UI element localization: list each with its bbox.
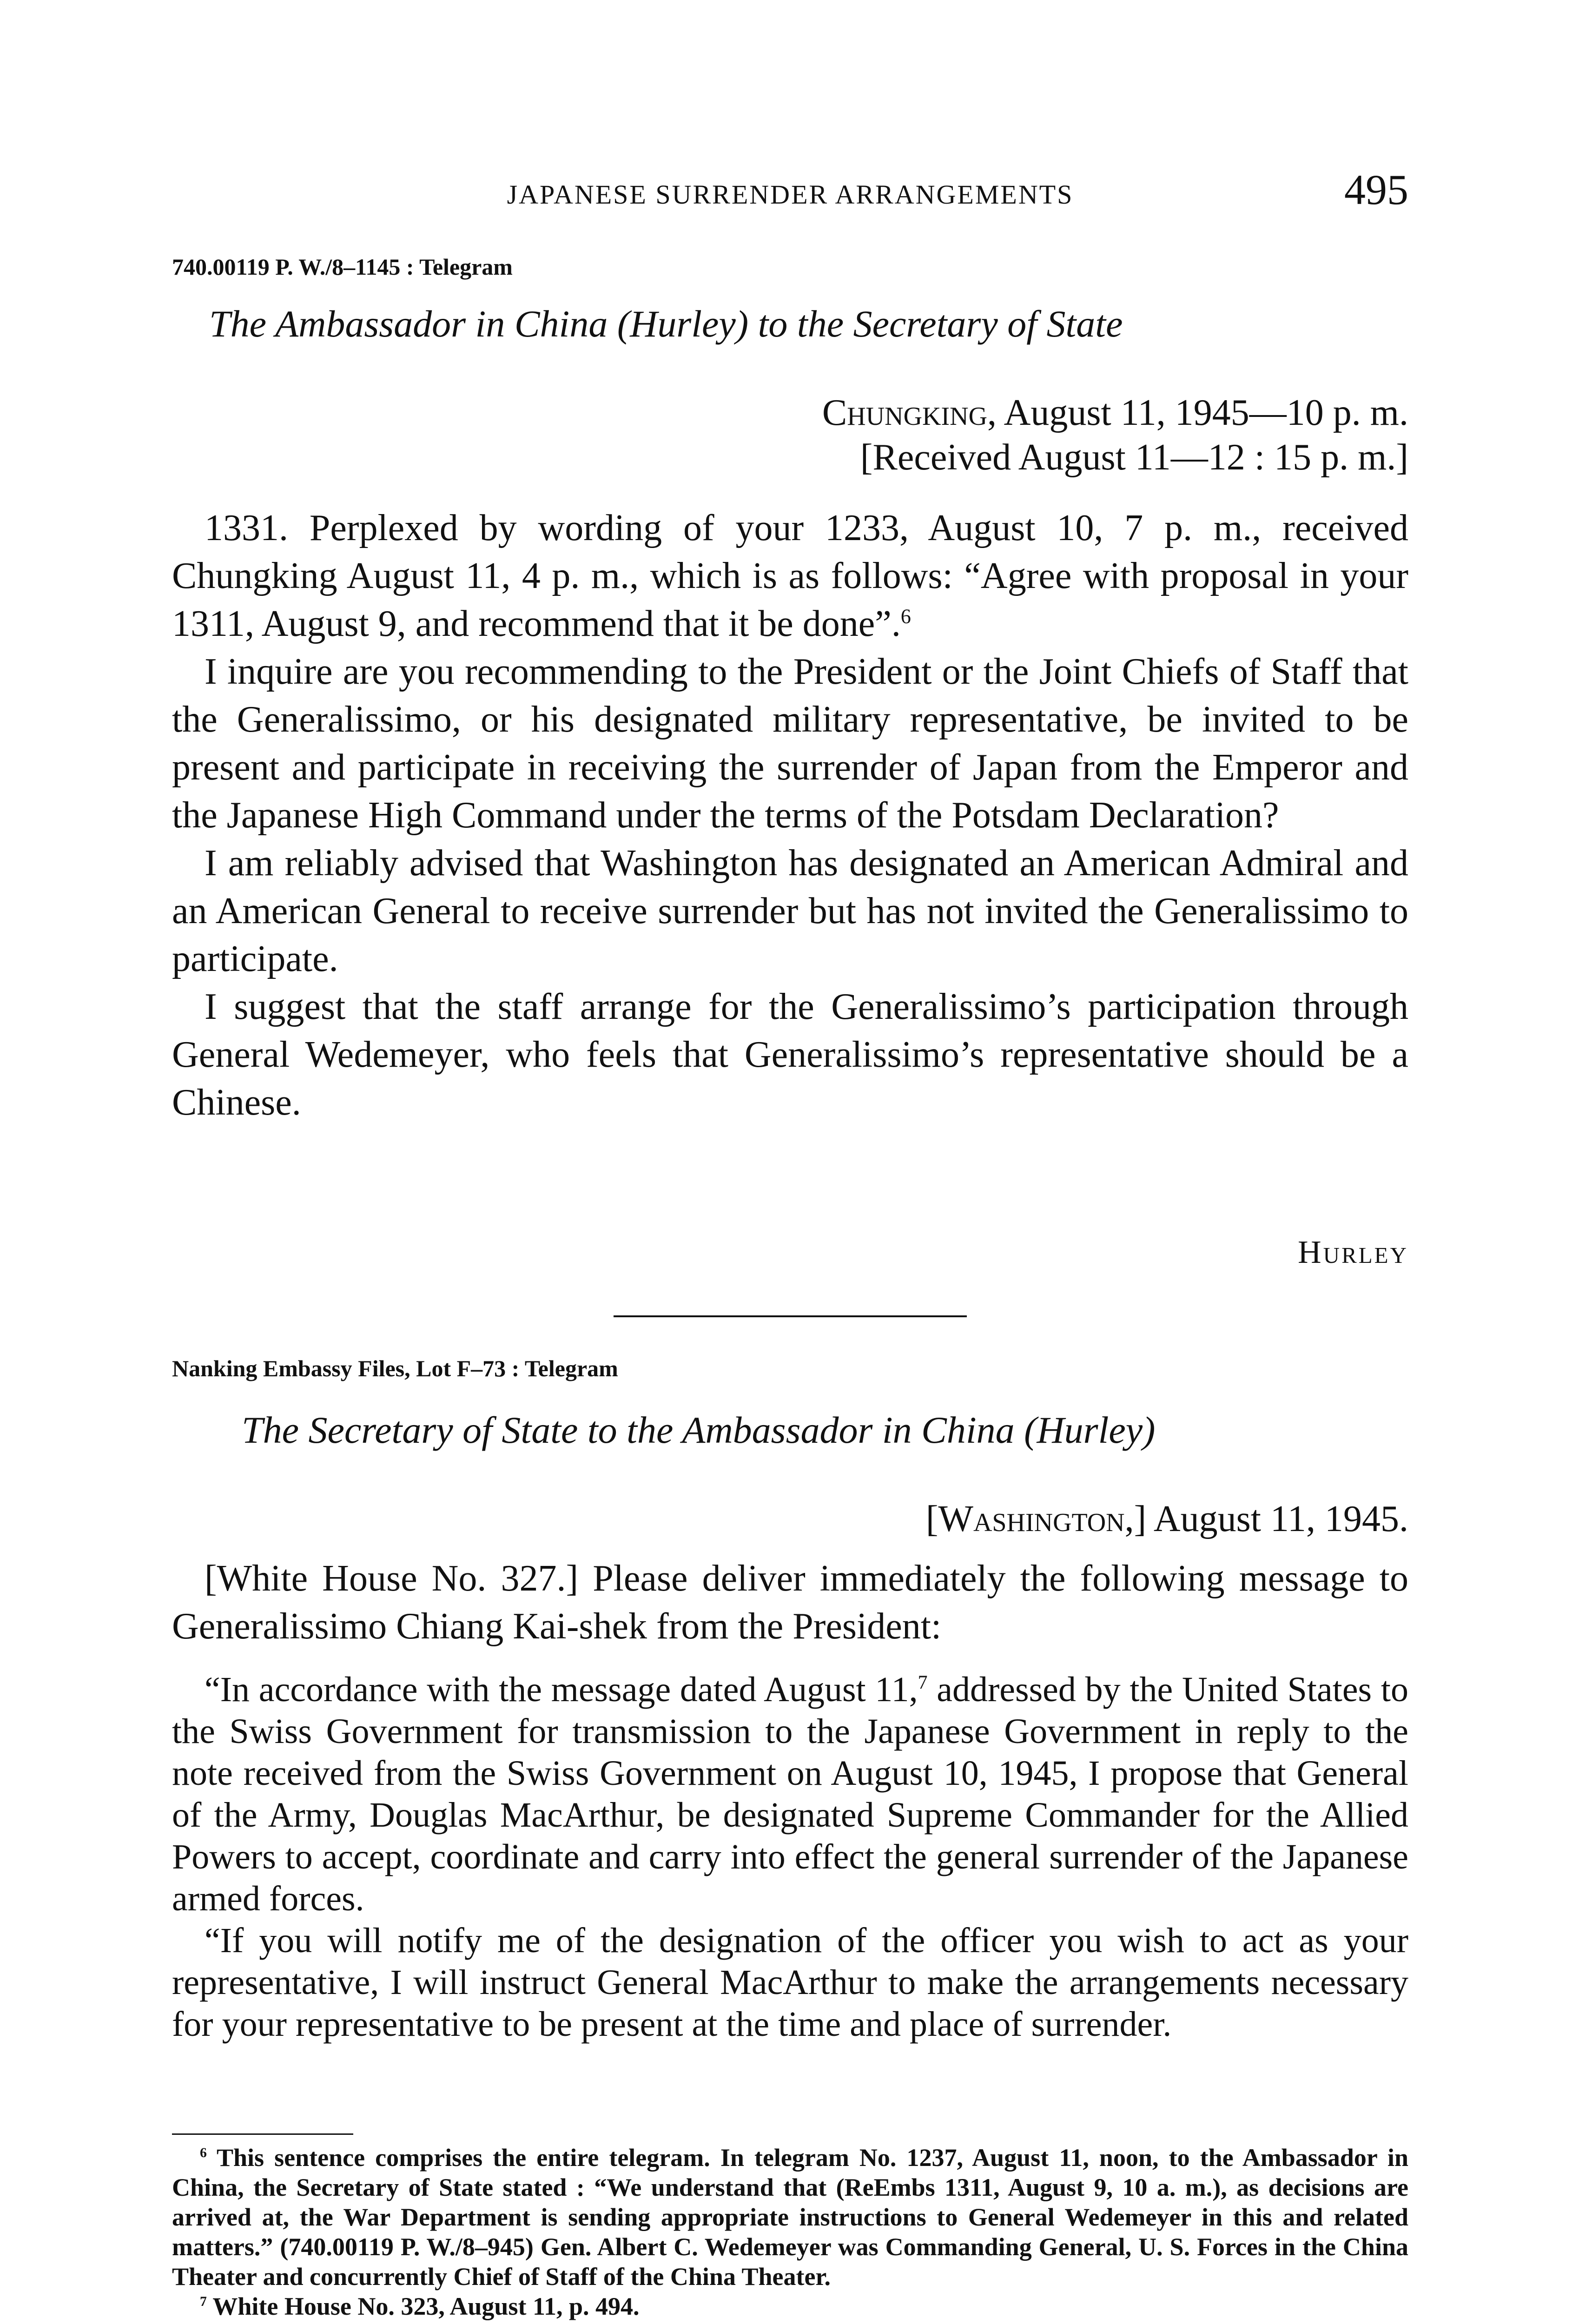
signature: Hurley (1298, 1235, 1408, 1270)
page-number: 495 (1344, 166, 1408, 213)
dateline-date: August 11, 1945—10 p. m. (997, 392, 1408, 433)
telegram-body (172, 504, 1408, 1127)
dateline-date: ] August 11, 1945. (1134, 1499, 1408, 1539)
dateline-line (172, 390, 1408, 435)
paragraph-text: 1331. Perplexed by wording of your 1233, August 10, 7 p. m., received Chungking August 11, 4 p. m., which is as follows: “Agree with proposal in your 1311, August 9, and recommend that it be done”. (172, 508, 1408, 644)
footnote-marker: 7 (918, 1672, 928, 1694)
running-head (172, 165, 1408, 216)
footnote-marker: 6 (200, 2146, 207, 2160)
paragraph-text: addressed by the United States to the Swiss Government for transmission to the Japanese Government in reply to the note received from the Swiss Government on August 10, 1945, I propose that General of the Army, Douglas MacArthur, be designated Supreme Commander for the Allied Powers to accept, coordinate and carry into effect the general surrender of the Japanese armed forces. (172, 1670, 1408, 1918)
paragraph: [White House No. 327.] Please deliver immediately the following message to Generalissimo Chiang Kai-shek from the President: (172, 1558, 1408, 1647)
dateline-place: Washington, (938, 1499, 1134, 1539)
footnote-text: This sentence comprises the entire telegram. In telegram No. 1237, August 11, noon, to the Ambassador in China, the Secretary of State stated : “We understand that (ReEmbs 1311, August 9, 10 a. m.), as decisions are arrived at, the War Department is sending appropriate instructions to General Wedemeyer in this and related matters.” (740.00119 P. W./8–945) Gen. Albert C. Wedemeyer was Commanding General, U. S. Forces in the China Theater and concurrently Chief of Staff of the China Theater. (172, 2144, 1408, 2291)
footnote-text: White House No. 323, August 11, p. 494. (206, 2292, 640, 2320)
dateline-place: Chungking, (822, 392, 997, 433)
received-line: [Received August 11—12 : 15 p. m.] (860, 437, 1408, 478)
file-reference: Nanking Embassy Files, Lot F–73 : Telegram (172, 1355, 618, 1381)
footnote (172, 2291, 1408, 2321)
paragraph: “If you will notify me of the designation of the officer you wish to act as your representative, I will instruct General MacArthur to make the arrangements necessary for your representative to be present at the time and place of surrender. (172, 1921, 1408, 2044)
file-reference: 740.00119 P. W./8–1145 : Telegram (172, 254, 513, 280)
document-title: The Secretary of State to the Ambassador in China (Hurley) (242, 1409, 1156, 1451)
footnotes (172, 2143, 1408, 2321)
dateline (172, 1497, 1408, 1541)
paragraph (172, 504, 1408, 648)
intro-paragraph (172, 1555, 1408, 1651)
quoted-message (172, 1669, 1408, 2045)
footnote-rule (172, 2133, 353, 2135)
dateline-bracket: [ (925, 1499, 938, 1539)
paragraph: I am reliably advised that Washington has designated an American Admiral and an American General to receive surrender but has not invited the Generalissimo to participate. (172, 843, 1408, 979)
paragraph (172, 1669, 1408, 1920)
footnote-marker: 6 (900, 605, 911, 628)
paragraph: I suggest that the staff arrange for the Generalissimo’s participation through General Wedemeyer, who feels that Generalissimo’s representative should be a Chinese. (172, 986, 1408, 1123)
paragraph: I inquire are you recommending to the President or the Joint Chiefs of Staff that the Generalissimo, or his designated military representative, be invited to be present and participate in receiving the surrender of Japan from the Emperor and the Japanese High Command under the terms of the Potsdam Declaration? (172, 651, 1408, 836)
dateline (172, 390, 1408, 480)
section-divider (614, 1315, 967, 1317)
running-title: JAPANESE SURRENDER ARRANGEMENTS (507, 179, 1074, 210)
footnote (172, 2143, 1408, 2291)
footnote-marker: 7 (200, 2294, 207, 2309)
document-title: The Ambassador in China (Hurley) to the Secretary of State (209, 303, 1123, 345)
paragraph-text: “In accordance with the message dated August 11, (205, 1670, 918, 1709)
